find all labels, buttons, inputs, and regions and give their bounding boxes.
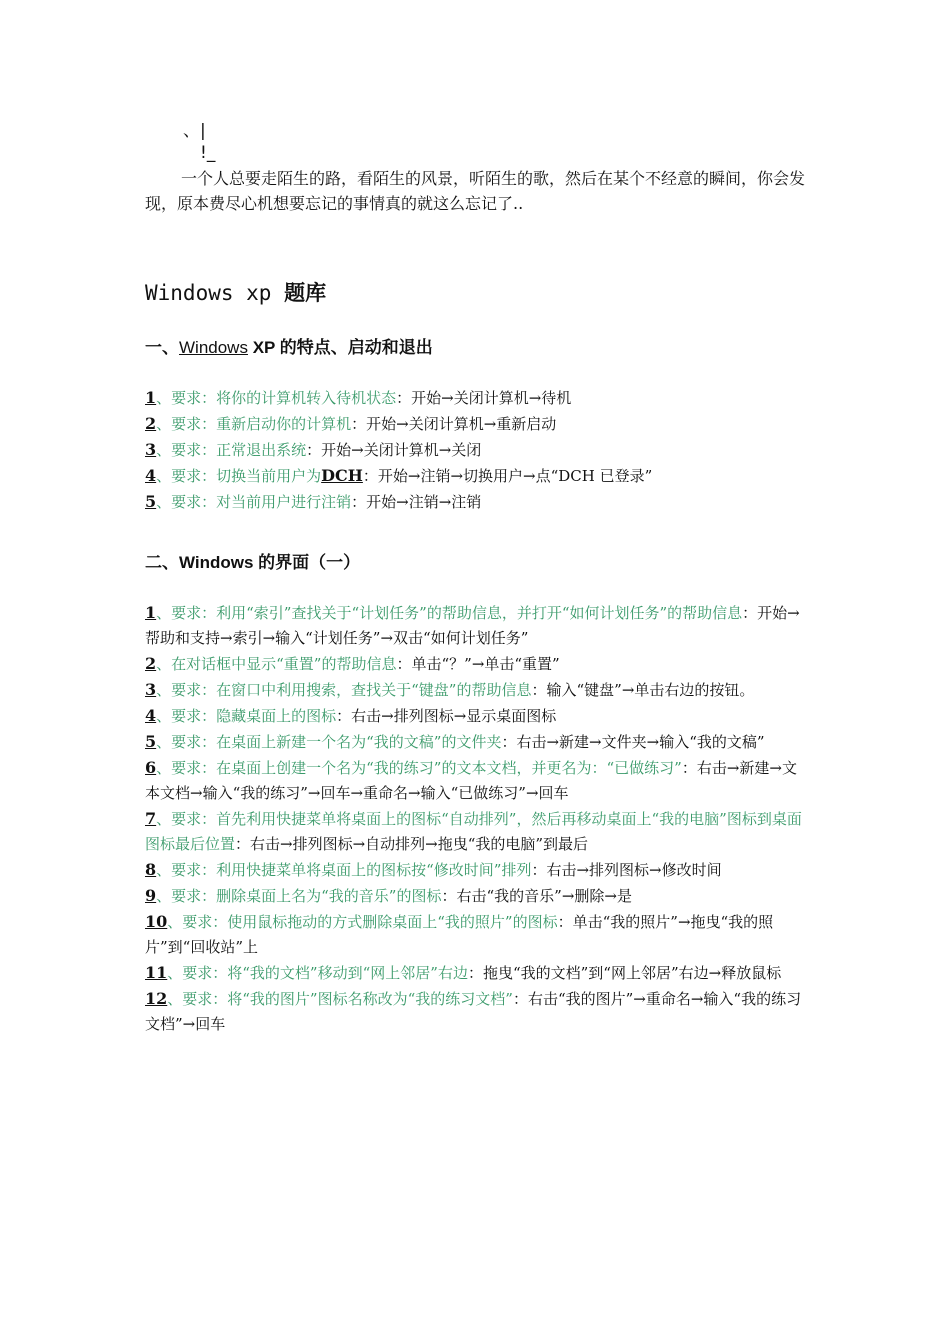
list-item: 8、要求：利用快捷菜单将桌面上的图标按“修改时间”排列：右击→排列图标→修改时间: [145, 860, 722, 879]
list-item: 4、要求：隐藏桌面上的图标：右击→排列图标→显示桌面图标: [145, 706, 557, 725]
stray-mark-2: !_: [200, 143, 216, 163]
list-item: 11、要求：将“我的文档”移动到“网上邻居”右边：拖曳“我的文档”到“网上邻居”右边→释放鼠标: [145, 963, 782, 982]
list-item: 5、要求：对当前用户进行注销：开始→注销→注销: [145, 492, 482, 511]
list-item: 9、要求：删除桌面上名为“我的音乐”的图标：右击“我的音乐”→删除→是: [145, 886, 632, 905]
list-item: 4、要求：切换当前用户为DCH：开始→注销→切换用户→点“DCH 已登录”: [145, 466, 653, 485]
list-item: 2、要求：重新启动你的计算机：开始→关闭计算机→重新启动: [145, 414, 557, 433]
list-item: 12、要求：将“我的图片”图标名称改为“我的练习文档”：右击“我的图片”→重命名→输入“我的练习文档”→回车: [145, 989, 802, 1033]
document-title-latin: Windows xp: [145, 281, 272, 305]
list-item: 5、要求：在桌面上新建一个名为“我的文稿”的文件夹：右击→新建→文件夹→输入“我的文稿”: [145, 732, 765, 751]
section-heading-2: 二、Windows 的界面（一）: [145, 553, 361, 572]
section2-list: [145, 600, 805, 1037]
document-page: [145, 120, 805, 1037]
document-title: [145, 278, 805, 308]
list-item: 3、要求：正常退出系统：开始→关闭计算机→关闭: [145, 440, 482, 459]
stray-mark-1: 、|: [183, 121, 206, 141]
windows-link[interactable]: Windows: [179, 338, 248, 357]
list-item: 1、要求：将你的计算机转入待机状态：开始→关闭计算机→待机: [145, 388, 572, 407]
section1-list: [145, 385, 805, 515]
list-item: 3、要求：在窗口中利用搜索，查找关于“键盘”的帮助信息：输入“键盘”→单击右边的按钮。: [145, 680, 755, 699]
list-item: 10、要求：使用鼠标拖动的方式删除桌面上“我的照片”的图标：单击“我的照片”→拖曳“我的照片”到“回收站”上: [145, 912, 774, 956]
dch-user-label: DCH: [321, 466, 363, 485]
section-heading-1: 一、Windows XP 的特点、启动和退出: [145, 338, 433, 357]
list-item: 1、要求：利用“索引”查找关于“计划任务”的帮助信息，并打开“如何计划任务”的帮助信息：开始→帮助和支持→索引→输入“计划任务”→双击“如何计划任务”: [145, 603, 800, 647]
list-item: 2、在对话框中显示“重置”的帮助信息：单击“？”→单击“重置”: [145, 654, 560, 673]
list-item: 7、要求：首先利用快捷菜单将桌面上的图标“自动排列”，然后再移动桌面上“我的电脑”图标到桌面图标最后位置：右击→排列图标→自动排列→拖曳“我的电脑”到最后: [145, 809, 802, 853]
list-item: 6、要求：在桌面上创建一个名为“我的练习”的文本文档，并更名为：“已做练习”：右击→新建→文本文档→输入“我的练习”→回车→重命名→输入“已做练习”→回车: [145, 758, 797, 802]
document-title-cn: 题库: [284, 281, 327, 305]
intro-paragraph: 一个人总要走陌生的路，看陌生的风景，听陌生的歌，然后在某个不经意的瞬间，你会发现，原本费尽心机想要忘记的事情真的就这么忘记了..: [145, 169, 806, 213]
